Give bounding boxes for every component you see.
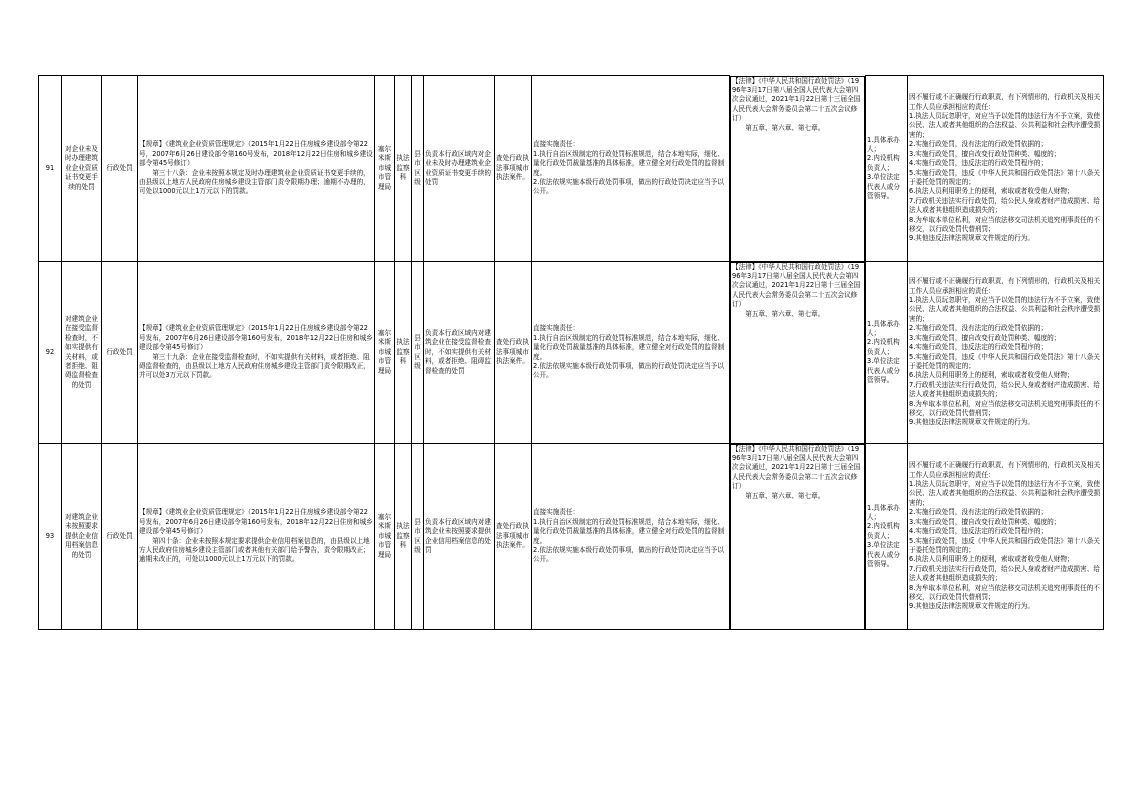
resp-list: 1.具体承办人； 2.内设机构负责人； 3.单位法定代表人或分管领导。	[867, 135, 900, 201]
item-name: 对企业未及时办理建筑业企业资质证书变更手续的处罚	[62, 76, 102, 262]
exercise-level: 县市区级	[412, 76, 424, 262]
exercise-level: 县市区级	[412, 262, 424, 444]
responsible-department: 执法监察科	[395, 444, 412, 630]
row-number: 93	[39, 444, 62, 630]
responsibility-items	[532, 76, 730, 262]
exercise-level: 县市区级	[412, 444, 424, 630]
table-row	[39, 262, 1104, 444]
law-chapters: 第五章、第六章、第七章。	[745, 309, 825, 318]
fault-line: 因不履行或不正确履行行政职责，有下列情形的，行政机关及相关工作人员应承担相应的责任：	[909, 461, 1101, 479]
responsible-persons	[866, 444, 908, 630]
fault-line: 3.实施行政处罚，擅自改变行政处罚种类、幅度的；	[909, 333, 1061, 342]
responsible-persons	[866, 76, 908, 262]
fault-line: 3.实施行政处罚，擅自改变行政处罚种类、幅度的；	[909, 149, 1061, 158]
basis-law: 【规章】《建筑业企业资质管理规定》（2015年1月22日住房城乡建设部令第22号，2007年6月26日建设部令第160号发布，2018年12月22日住房和城乡建设部令第45号修订）	[139, 140, 373, 168]
basis-article: 第四十条：企业未按照本规定要求提供企业信用档案信息的，由县级以上地方人民政府住房城乡建设主管部门或者其他有关部门给予警告，责令限期改正；逾期未改正的，可处以1000元以上1万元以下的罚款。	[139, 536, 370, 564]
fault-line: 2.实施行政处罚，没有法定的行政处罚依据的；	[909, 324, 1048, 333]
fault-line: 8.为牟取本单位私利，对应当依法移交司法机关追究刑事责任的不移交，以行政处罚代替刑罚；	[909, 215, 1100, 233]
basis-article: 第三十八条：企业未按照本规定及时办理建筑业企业资质证书变更手续的，由县级以上地方人民政府住房城乡建设主管部门责令限期办理；逾期不办理的，可处以1000元以上1万元以下的罚款。	[139, 168, 370, 196]
exercise-content: 负责本行政区域内对建筑企业在接受监督检查时，不如实提供有关材料，或者拒绝、阻碍监督检查的处罚	[424, 262, 495, 444]
power-list-table	[38, 75, 1104, 630]
fault-line: 5.实施行政处罚，违反《中华人民共和国行政处罚法》第十八条关于委托处罚的规定的；	[909, 352, 1100, 370]
duty-heading: 直接实施责任：	[533, 508, 580, 517]
basis-article: 第三十九条：企业在接受监督检查时，不如实提供有关材料，或者拒绝、阻碍监督检查的，由县级以上地方人民政府住房城乡建设主管部门责令限期改正，并可以处3万元以下罚款。	[139, 352, 370, 380]
fault-line: 2.实施行政处罚，没有法定的行政处罚依据的；	[909, 140, 1048, 149]
legal-basis	[138, 262, 375, 444]
accountability-cases	[908, 444, 1104, 630]
resp-list: 1.具体承办人； 2.内设机构负责人； 3.单位法定代表人或分管领导。	[867, 503, 900, 569]
law-citation: 【法律】《中华人民共和国行政处罚法》（1996年3月17日第八届全国人民代表大会第四次会议通过，2021年1月22日第十三届全国人民代表大会常务委员会第二十五次会议修订）	[732, 262, 861, 309]
accountability-cases	[908, 262, 1104, 444]
fault-line: 9.其他违反法律法规规章文件规定的行为。	[909, 418, 1034, 427]
fault-line: 5.实施行政处罚，违反《中华人民共和国行政处罚法》第十八条关于委托处罚的规定的；	[909, 536, 1100, 554]
fault-line: 9.其他违反法律法规规章文件规定的行为。	[909, 602, 1034, 611]
duty-heading: 直接实施责任：	[533, 140, 580, 149]
law-citation: 【法律】《中华人民共和国行政处罚法》（1996年3月17日第八届全国人民代表大会第四次会议通过，2021年1月22日第十三届全国人民代表大会常务委员会第二十五次会议修订）	[732, 76, 861, 123]
fault-line: 1.执法人员玩忽职守，对应当予以处罚的违法行为不予立案，致使公民、法人或者其他组织的合法权益、公共利益和社会秩序遭受损害的；	[909, 296, 1101, 323]
responsible-persons	[866, 262, 908, 444]
table-row	[39, 76, 1104, 262]
fault-line: 7.行政机关违法实行行政处罚，给公民人身或者财产造成损害、给法人或者其他组织造成损失的；	[909, 564, 1100, 583]
fault-line: 1.执法人员玩忽职守，对应当予以处罚的违法行为不予立案，致使公民、法人或者其他组织的合法权益、公共利益和社会秩序遭受损害的；	[909, 112, 1101, 139]
duty-body: 1.执行自治区级制定的行政处罚标准规范，结合本地实际，细化、量化行政处罚裁量基准的具体标准，建立健全对行政处罚的监督制度。 2.依法依规实施本级行政处罚事项，做出的行政处罚决定应当予以公开。	[533, 517, 725, 564]
item-name: 对建筑企业在接受监督检查时，不如实提供有关材料，或者拒绝、阻碍监督检查的处罚	[62, 262, 102, 444]
fault-line: 6.执法人员利用职务上的便利，索取或者收受他人财物；	[909, 555, 1074, 564]
table-row	[39, 444, 1104, 630]
row-number: 92	[39, 262, 62, 444]
exercise-content: 负责本行政区域内对企业未及时办理建筑业企业资质证书变更手续的处罚	[424, 76, 495, 262]
item-type: 行政处罚	[102, 262, 138, 444]
duty-body: 1.执行自治区级制定的行政处罚标准规范，结合本地实际，细化、量化行政处罚裁量基准的具体标准，建立健全对行政处罚的监督制度。 2.依法依规实施本级行政处罚事项，做出的行政处罚决定应当予以公开。	[533, 149, 725, 196]
basis-law: 【规章】《建筑业企业资质管理规定》（2015年1月22日住房城乡建设部令第22号发布，2007年6月26日建设部令第160号发布，2018年12月22日住房和城乡建设部令第45号修订）	[139, 324, 373, 352]
fault-line: 4.实施行政处罚，违反法定的行政处罚程序的；	[909, 343, 1048, 352]
accountability-cases	[908, 76, 1104, 262]
fault-line: 4.实施行政处罚，违反法定的行政处罚程序的；	[909, 159, 1048, 168]
duty-heading: 直接实施责任：	[533, 324, 580, 333]
fault-line: 8.为牟取本单位私利，对应当依法移交司法机关追究刑事责任的不移交，以行政处罚代替刑罚；	[909, 583, 1100, 601]
fault-line: 2.实施行政处罚，没有法定的行政处罚依据的；	[909, 508, 1048, 517]
fault-line: 8.为牟取本单位私利，对应当依法移交司法机关追究刑事责任的不移交，以行政处罚代替刑罚；	[909, 399, 1100, 417]
fault-line: 5.实施行政处罚，违反《中华人民共和国行政处罚法》第十八条关于委托处罚的规定的；	[909, 168, 1100, 186]
item-name: 对建筑企业未按照要求提供企业信用档案信息的处罚	[62, 444, 102, 630]
responsibility-basis	[730, 76, 865, 262]
legal-basis	[138, 76, 375, 262]
remark: 查处行政执法事项城市执法案件。	[495, 76, 532, 262]
fault-line: 7.行政机关违法实行行政处罚，给公民人身或者财产造成损害、给法人或者其他组织造成损失的；	[909, 380, 1100, 399]
responsibility-items	[532, 444, 730, 630]
responsibility-basis	[730, 262, 865, 444]
fault-line: 因不履行或不正确履行行政职责，有下列情形的，行政机关及相关工作人员应承担相应的责任：	[909, 93, 1101, 111]
item-type: 行政处罚	[102, 76, 138, 262]
fault-line: 4.实施行政处罚，违反法定的行政处罚程序的；	[909, 527, 1048, 536]
resp-list: 1.具体承办人； 2.内设机构负责人； 3.单位法定代表人或分管领导。	[867, 319, 900, 385]
table-body	[39, 76, 1104, 630]
responsible-department: 执法监察科	[395, 262, 412, 444]
fault-line: 1.执法人员玩忽职守，对应当予以处罚的违法行为不予立案，致使公民、法人或者其他组织的合法权益、公共利益和社会秩序遭受损害的；	[909, 480, 1101, 507]
law-chapters: 第五章、第六章、第七章。	[745, 123, 825, 132]
fault-line: 因不履行或不正确履行行政职责，有下列情形的，行政机关及相关工作人员应承担相应的责任：	[909, 277, 1101, 295]
fault-line: 9.其他违反法律法规规章文件规定的行为。	[909, 234, 1034, 243]
remark: 查处行政执法事项城市执法案件。	[495, 262, 532, 444]
law-citation: 【法律】《中华人民共和国行政处罚法》（1996年3月17日第八届全国人民代表大会第四次会议通过，2021年1月22日第十三届全国人民代表大会常务委员会第二十五次会议修订）	[732, 444, 861, 491]
basis-law: 【规章】《建筑业企业资质管理规定》（2015年1月22日住房城乡建设部令第22号发布，2007年6月26日建设部令第160号发布，2018年12月22日住房和城乡建设部令第45号修订）	[139, 508, 373, 536]
fault-line: 7.行政机关违法实行行政处罚，给公民人身或者财产造成损害、给法人或者其他组织造成损失的；	[909, 196, 1100, 215]
responsibility-items	[532, 262, 730, 444]
responsibility-basis	[730, 444, 865, 630]
law-chapters: 第五章、第六章、第七章。	[745, 491, 825, 500]
fault-line: 6.执法人员利用职务上的便利，索取或者收受他人财物；	[909, 371, 1074, 380]
legal-basis	[138, 444, 375, 630]
exercise-content: 负责本行政区域内对建筑企业未按照要求提供企业信用档案信息的处罚	[424, 444, 495, 630]
row-number: 91	[39, 76, 62, 262]
implementing-agency: 塞尔米斯市城市管理局	[375, 262, 395, 444]
duty-body: 1.执行自治区级制定的行政处罚标准规范，结合本地实际，细化、量化行政处罚裁量基准的具体标准，建立健全对行政处罚的监督制度。 2.依法依规实施本级行政处罚事项，做出的行政处罚决定应当予以公开。	[533, 333, 725, 380]
implementing-agency: 塞尔米斯市城市管理局	[375, 76, 395, 262]
implementing-agency: 塞尔米斯市城市管理局	[375, 444, 395, 630]
fault-line: 3.实施行政处罚，擅自改变行政处罚种类、幅度的；	[909, 517, 1061, 526]
responsible-department: 执法监察科	[395, 76, 412, 262]
item-type: 行政处罚	[102, 444, 138, 630]
fault-line: 6.执法人员利用职务上的便利，索取或者收受他人财物；	[909, 187, 1074, 196]
remark: 查处行政执法事项城市执法案件。	[495, 444, 532, 630]
